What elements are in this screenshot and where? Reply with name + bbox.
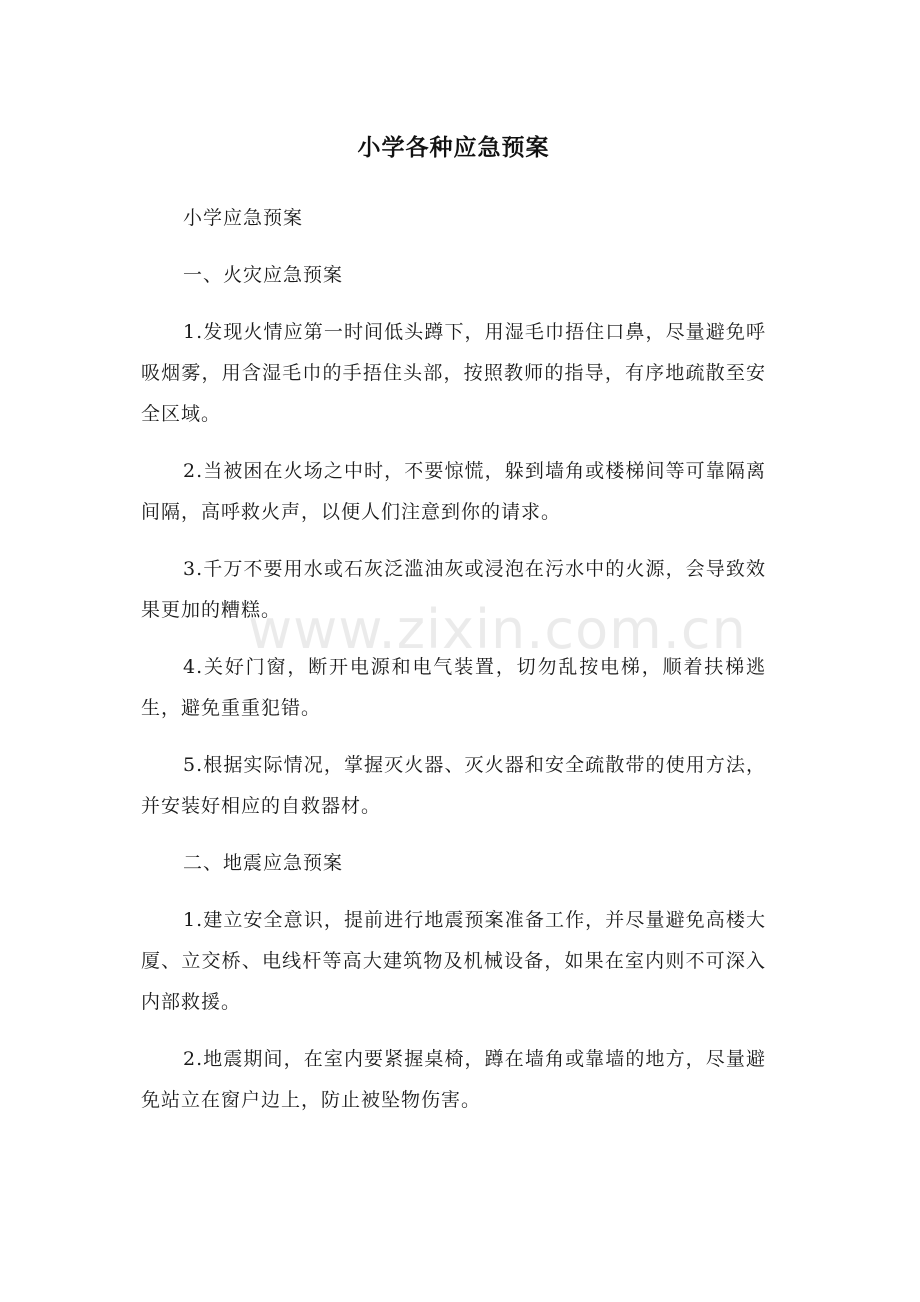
paragraph: 1.发现火情应第一时间低头蹲下，用湿毛巾捂住口鼻，尽量避免呼吸烟雾，用含湿毛巾的手捂住头部，按照教师的指导，有序地疏散至安全区域。 <box>141 321 766 425</box>
document-body <box>141 198 766 1121</box>
paragraph: 1.建立安全意识，提前进行地震预案准备工作，并尽量避免高楼大厦、立交桥、电线杆等高大建筑物及机械设备，如果在室内则不可深入内部救援。 <box>141 909 766 1013</box>
paragraph: 2.地震期间，在室内要紧握桌椅，蹲在墙角或靠墙的地方，尽量避免站立在窗户边上，防止被坠物伤害。 <box>141 1048 766 1111</box>
paragraph: 4.关好门窗，断开电源和电气装置，切勿乱按电梯，顺着扶梯逃生，避免重重犯错。 <box>141 656 766 719</box>
paragraph-heading-main: 小学应急预案 <box>183 207 304 229</box>
watermark: www.zixin.com.cn <box>248 598 747 661</box>
paragraph: 3.千万不要用水或石灰泛滥油灰或浸泡在污水中的火源，会导致效果更加的糟糕。 <box>141 558 766 621</box>
document-title: 小学各种应急预案 <box>357 135 550 161</box>
paragraph: 5.根据实际情况，掌握灭火器、灭火器和安全疏散带的使用方法，并安装好相应的自救器材。 <box>141 754 766 817</box>
paragraph: 2.当被困在火场之中时，不要惊慌，躲到墙角或楼梯间等可靠隔离间隔，高呼救火声，以便人们注意到你的请求。 <box>141 460 766 523</box>
section-heading-fire: 一、火灾应急预案 <box>183 264 344 286</box>
section-heading-earthquake: 二、地震应急预案 <box>183 852 344 874</box>
